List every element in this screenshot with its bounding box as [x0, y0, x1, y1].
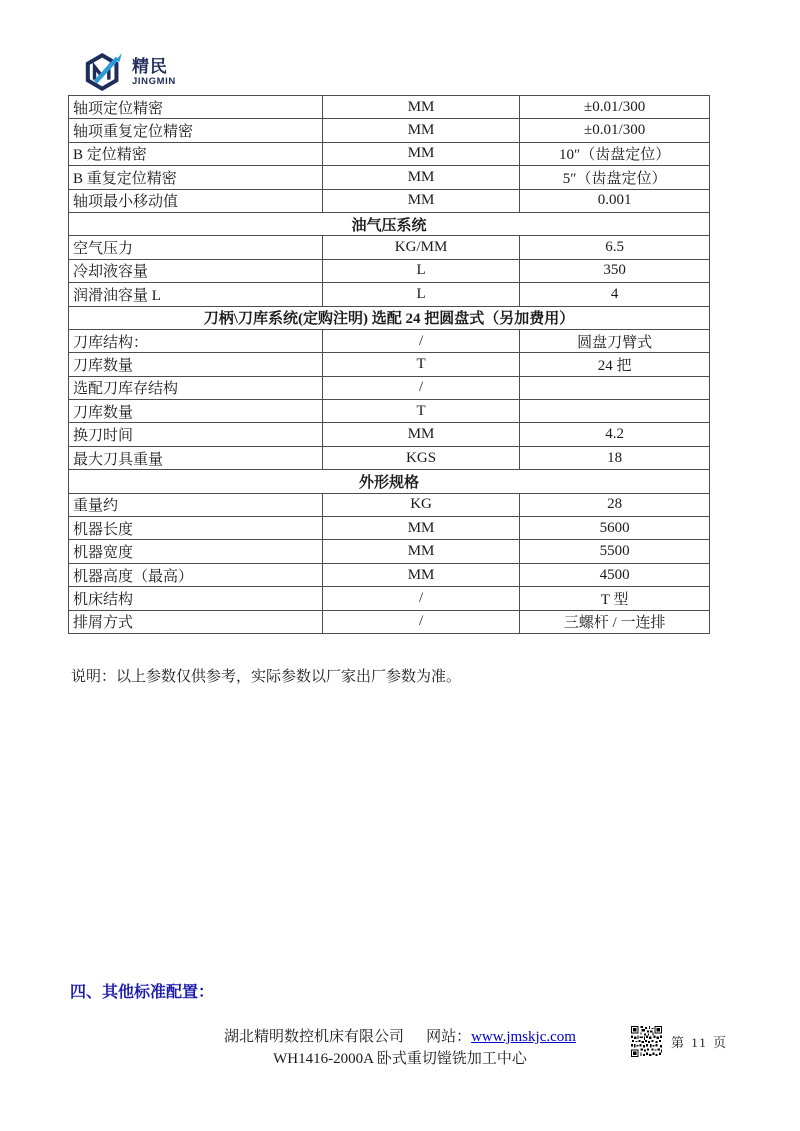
table-cell-label: 机器高度（最高） — [69, 563, 323, 586]
table-cell-value: 5″（齿盘定位） — [520, 166, 710, 189]
table-cell-label: 轴项重复定位精密 — [69, 119, 323, 142]
table-cell-unit: / — [322, 329, 519, 352]
table-cell-label: B 重复定位精密 — [69, 166, 323, 189]
table-row — [69, 540, 710, 563]
table-row — [69, 236, 710, 259]
table-cell-unit: / — [322, 587, 519, 610]
section-title: 刀柄\刀库系统(定购注明) 选配 24 把圆盘式（另加费用） — [69, 306, 710, 329]
table-cell-label: 刀库数量 — [69, 400, 323, 423]
footer-website-label: 网站： — [426, 1029, 472, 1045]
table-cell-label: 机床结构 — [69, 587, 323, 610]
table-cell-unit: L — [322, 283, 519, 306]
table-cell-unit: KG/MM — [322, 236, 519, 259]
table-cell-value: 5500 — [520, 540, 710, 563]
table-cell-value: 18 — [520, 446, 710, 469]
table-cell-value: 三螺杆 / 一连排 — [520, 610, 710, 633]
table-row — [69, 166, 710, 189]
table-cell-unit: KG — [322, 493, 519, 516]
spec-table-body — [69, 96, 710, 634]
table-cell-unit: MM — [322, 189, 519, 212]
table-cell-value: 24 把 — [520, 353, 710, 376]
company-logo — [84, 51, 176, 93]
table-cell-value: T 型 — [520, 587, 710, 610]
table-cell-unit: L — [322, 259, 519, 282]
footer-website-link[interactable]: www.jmskjc.com — [471, 1029, 576, 1045]
table-cell-label: 机器长度 — [69, 517, 323, 540]
table-row — [69, 189, 710, 212]
table-row — [69, 517, 710, 540]
section-row — [69, 470, 710, 493]
qr-code — [631, 1026, 662, 1057]
section-row — [69, 306, 710, 329]
table-cell-value: 0.001 — [520, 189, 710, 212]
table-cell-value: 4 — [520, 283, 710, 306]
table-cell-label: 轴项定位精密 — [69, 96, 323, 119]
table-row — [69, 423, 710, 446]
other-config-heading: 四、其他标准配置： — [70, 984, 215, 1001]
table-cell-unit: T — [322, 400, 519, 423]
table-cell-value: 5600 — [520, 517, 710, 540]
table-cell-value: 10″（齿盘定位） — [520, 142, 710, 165]
table-cell-unit: / — [322, 610, 519, 633]
table-cell-label: 轴项最小移动值 — [69, 189, 323, 212]
section-title: 油气压系统 — [69, 212, 710, 235]
table-cell-label: 刀库结构： — [69, 329, 323, 352]
page-number: 第 11 页 — [671, 1035, 729, 1050]
table-cell-label: 机器宽度 — [69, 540, 323, 563]
section-row — [69, 212, 710, 235]
spec-table — [68, 95, 710, 634]
table-cell-unit: MM — [322, 166, 519, 189]
table-cell-label: B 定位精密 — [69, 142, 323, 165]
table-row — [69, 142, 710, 165]
table-row — [69, 446, 710, 469]
table-cell-value: 4.2 — [520, 423, 710, 446]
table-note: 说明：以上参数仅供参考，实际参数以厂家出厂参数为准。 — [71, 669, 462, 685]
footer-company-name: 湖北精明数控机床有限公司 — [224, 1029, 405, 1045]
logo-chinese-name: 精民 — [132, 56, 168, 76]
table-cell-unit: MM — [322, 96, 519, 119]
table-row — [69, 587, 710, 610]
footer-product-line: WH1416-2000A 卧式重切镗铣加工中心 — [273, 1051, 527, 1067]
table-row — [69, 329, 710, 352]
table-cell-label: 最大刀具重量 — [69, 446, 323, 469]
table-cell-unit: KGS — [322, 446, 519, 469]
table-cell-label: 换刀时间 — [69, 423, 323, 446]
table-cell-unit: MM — [322, 423, 519, 446]
table-cell-unit: T — [322, 353, 519, 376]
table-cell-value: 6.5 — [520, 236, 710, 259]
table-cell-value: 28 — [520, 493, 710, 516]
table-row — [69, 96, 710, 119]
table-cell-value: ±0.01/300 — [520, 119, 710, 142]
table-cell-unit: MM — [322, 540, 519, 563]
table-cell-label: 空气压力 — [69, 236, 323, 259]
table-cell-value: 350 — [520, 259, 710, 282]
table-cell-label: 选配刀库存结构 — [69, 376, 323, 399]
table-row — [69, 259, 710, 282]
table-cell-value: 4500 — [520, 563, 710, 586]
table-row — [69, 563, 710, 586]
table-cell-unit: MM — [322, 119, 519, 142]
jingmin-hexagon-logo-icon — [84, 51, 126, 93]
table-cell-label: 冷却液容量 — [69, 259, 323, 282]
section-title: 外形规格 — [69, 470, 710, 493]
table-row — [69, 376, 710, 399]
table-row — [69, 353, 710, 376]
table-row — [69, 283, 710, 306]
table-cell-unit: MM — [322, 142, 519, 165]
table-cell-unit: / — [322, 376, 519, 399]
table-row — [69, 400, 710, 423]
table-row — [69, 610, 710, 633]
table-cell-value: 圆盘刀臂式 — [520, 329, 710, 352]
table-cell-label: 润滑油容量 L — [69, 283, 323, 306]
table-row — [69, 119, 710, 142]
logo-english-name: JINGMIN — [132, 75, 176, 87]
table-cell-label: 重量约 — [69, 493, 323, 516]
table-row — [69, 493, 710, 516]
table-cell-value — [520, 376, 710, 399]
logo-text-block — [132, 58, 176, 87]
table-cell-value: ±0.01/300 — [520, 96, 710, 119]
table-cell-unit: MM — [322, 563, 519, 586]
table-cell-label: 刀库数量 — [69, 353, 323, 376]
table-cell-unit: MM — [322, 517, 519, 540]
table-cell-label: 排屑方式 — [69, 610, 323, 633]
table-cell-value — [520, 400, 710, 423]
